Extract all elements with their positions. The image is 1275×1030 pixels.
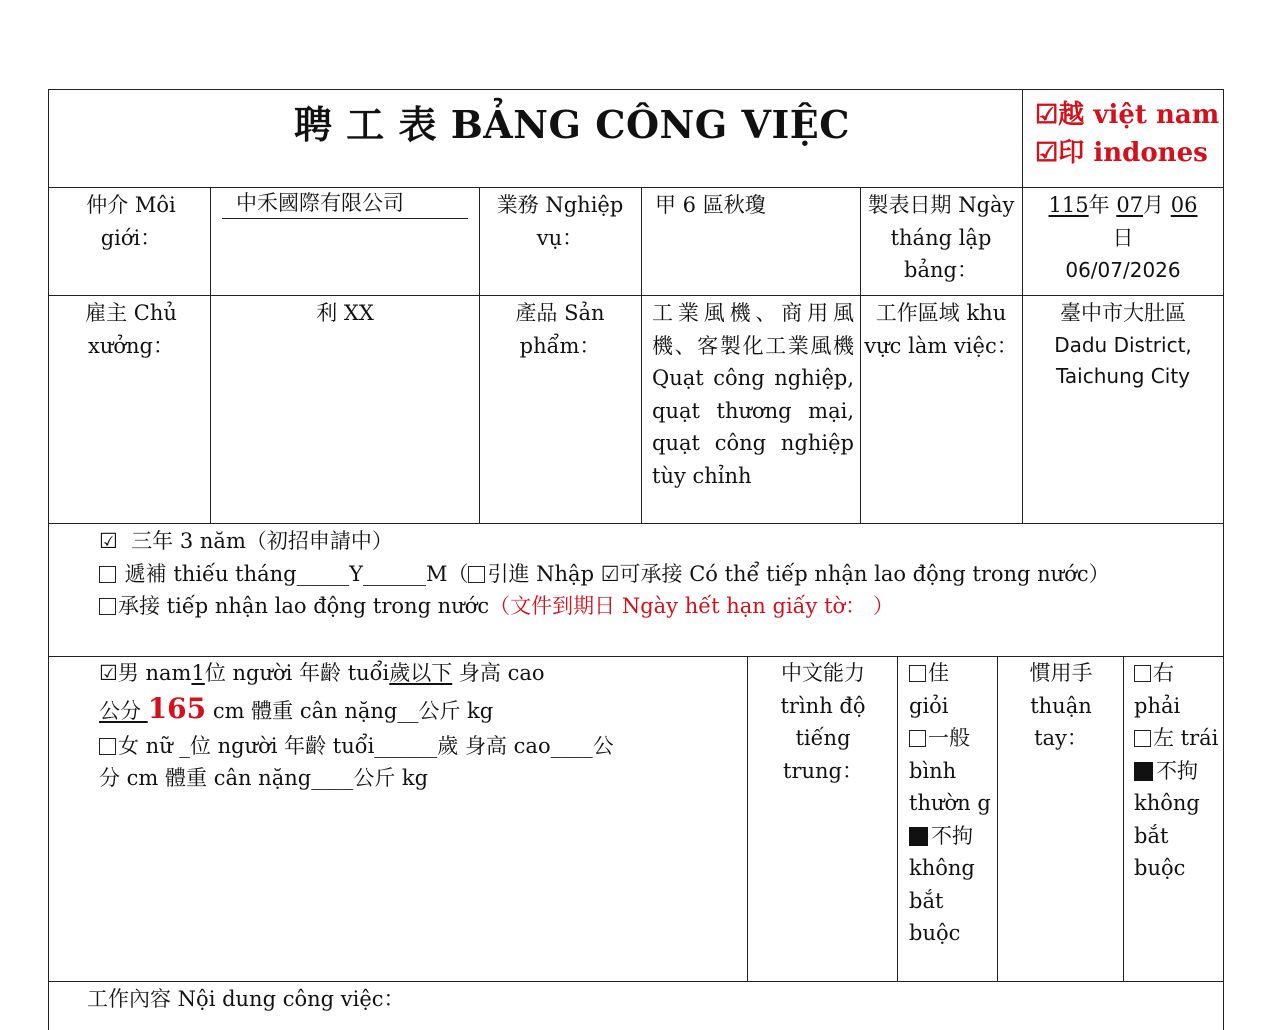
document-expiry: （文件到期日 Ngày hết hạn giấy tờ： ） [489,594,894,618]
option-domestic-transfer[interactable]: 承接 tiếp nhận lao động trong nước（文件到期日 Ngày hết hạn giấy tờ： ） [99,590,1219,623]
hand-option-right[interactable]: 右 phải [1134,661,1181,718]
work-area-label: 工作區域 khu vực làm việc： [864,301,1018,358]
hand-option-any[interactable]: 不拘 không bắt buộc [1134,758,1200,880]
male-age: 歲以下 [389,661,453,685]
chinese-ability-label: 中文能力 trình độ tiếng trung： [780,661,866,783]
domestic-checkbox[interactable]: ☑ [600,561,620,586]
form-title: 聘 工 表 BẢNG CÔNG VIỆC [294,102,850,147]
business-value: 甲 6 區秋瓊 [655,193,766,217]
date-month: 07 [1116,193,1144,217]
chinese-option-normal[interactable]: 一般 bình thườn g [909,726,991,815]
recruitment-form [48,89,1224,1030]
language-options [1035,96,1219,172]
chinese-option-any[interactable]: 不拘 không bắt buộc [909,823,975,945]
work-area-value: 臺中市大肚區 Dadu District, Taichung City [1054,301,1192,388]
option-three-years[interactable]: ☑ 三年 3 năm（初招申請中） [99,529,393,553]
lang-vietnam-checkbox[interactable]: ☑越 việt nam [1035,100,1220,130]
employer-value: 利 XX [316,301,374,325]
import-checkbox[interactable] [468,566,485,583]
date-day: 06 [1170,193,1198,217]
worker-requirements: ☑男 nam1位 người 年齡 tuổi歲以下 身高 cao 公分 165 cm 體重 cân nặng__公斤 kg 女 nữ _位 người 年齡 tuổi______歲 身高 cao____公 分 cm 體重 cân nặng____公斤 kg [99,661,614,790]
job-content-label: 工作內容 Nội dung công việc： [87,987,405,1011]
transfer-checkbox[interactable] [99,598,116,615]
date-label: 製表日期 Ngày tháng lập bảng： [867,193,1015,282]
male-checkbox[interactable]: ☑ [99,661,118,685]
lang-indonesia-checkbox[interactable]: ☑印 indones [1035,138,1208,168]
contract-options [99,525,1219,623]
product-label: 產品 Sản phẩm： [515,301,605,358]
chinese-option-good[interactable]: 佳 giỏi [909,661,949,718]
handedness-label: 慣用手 thuận tay： [1029,661,1093,750]
option-replacement[interactable]: 遞補 thiếu tháng_____Y______M（ 引進 Nhập ☑可承接 Có thể tiếp nhận lao động trong nước） [99,558,1219,591]
date-value: 115年 07月 06 日 06/07/2026 [1025,189,1221,287]
hand-option-left[interactable]: 左 trái [1134,722,1220,755]
male-count: 1 [191,661,205,685]
employer-label: 雇主 Chủ xưởng： [85,301,177,358]
chinese-ability-options [909,657,995,950]
date-year: 115 [1048,193,1089,217]
broker-value: 中禾國際有限公司 [222,189,468,219]
handedness-options [1134,657,1220,885]
date-full: 06/07/2026 [1065,258,1181,282]
broker-label: 仲介 Môi giới： [86,193,176,250]
male-height: 165 [147,691,207,725]
product-value: 工業風機、商用風機、客製化工業風機 Quạt công nghiệp, quạt thương mại, quạt công nghiệp tùy chỉnh [652,301,854,488]
female-checkbox[interactable] [99,738,116,755]
replacement-checkbox[interactable] [99,566,116,583]
business-label: 業務 Nghiệp vụ： [496,193,624,250]
